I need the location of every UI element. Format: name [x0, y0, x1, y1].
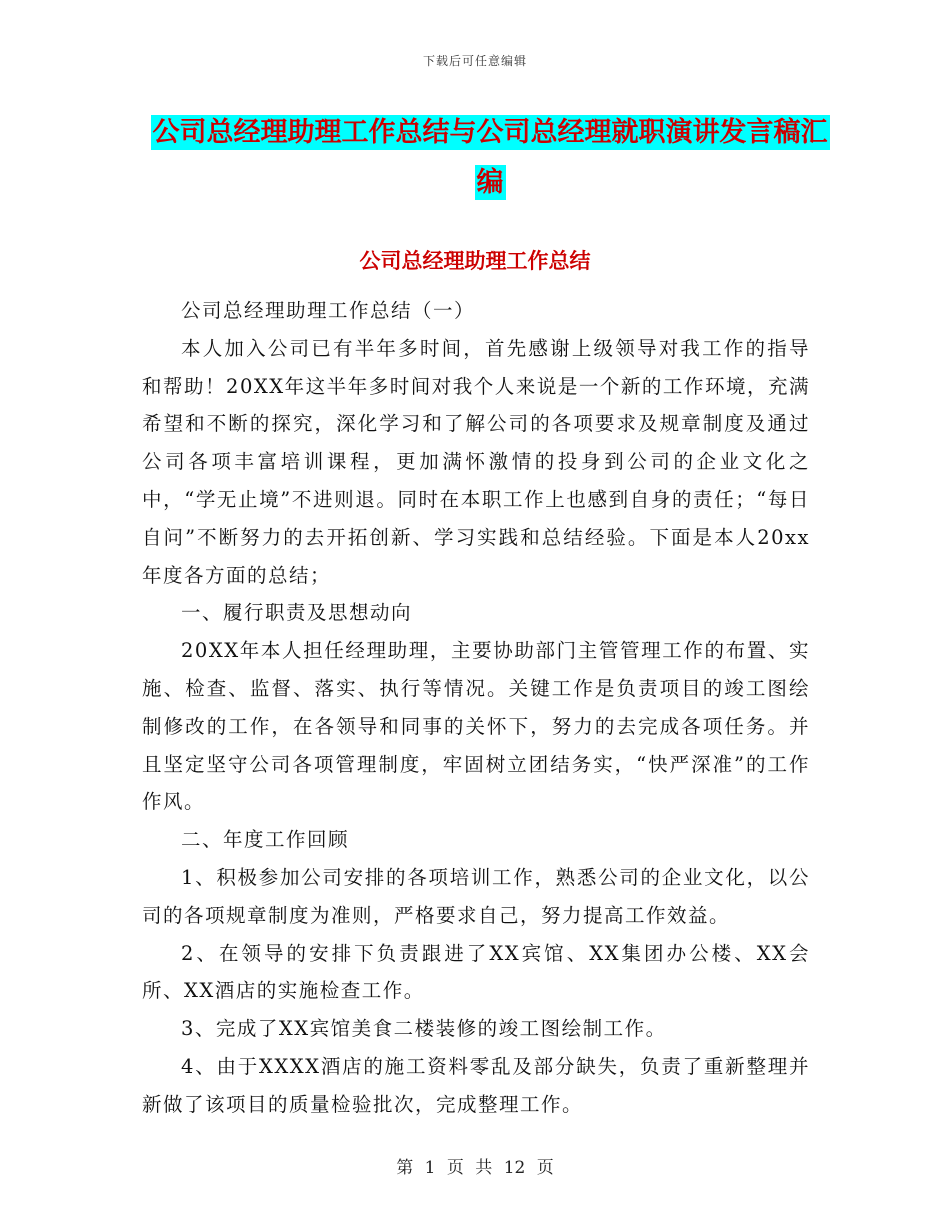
document-title-text: 公司总经理助理工作总结与公司总经理就职演讲发言稿汇编 [152, 117, 828, 198]
header-note: 下载后可任意编辑 [422, 54, 527, 68]
paragraph: 20XX年本人担任经理助理，主要协助部门主管管理工作的布置、实施、检查、监督、落实、执行等情况。关键工作是负责项目的竣工图绘制修改的工作，在各领导和同事的关怀下，努力的去完成各项任务。并且坚定坚守公司各项管理制度，牢固树立团结务实，“快严深准”的工作作风。 [142, 639, 810, 814]
paragraph: 二、年度工作回顾 [181, 828, 350, 852]
section-title: 公司总经理助理工作总结 [359, 249, 591, 273]
paragraph: 一、履行职责及思想动向 [181, 601, 413, 625]
page-number-footer: 第 1 页 共 12 页 [396, 1158, 554, 1178]
document-title [140, 108, 840, 208]
paragraph: 本人加入公司已有半年多时间，首先感谢上级领导对我工作的指导和帮助！20XX年这半年多时间对我个人来说是一个新的工作环境，充满希望和不断的探究，深化学习和了解公司的各项要求及规章制度及通过公司各项丰富培训课程，更加满怀激情的投身到公司的企业文化之中，“学无止境”不进则退。同时在本职工作上也感到自身的责任；“每日自问”不断努力的去开拓创新、学习实践和总结经验。下面是本人20xx年度各方面的总结； [142, 336, 810, 587]
document-body [142, 292, 810, 1124]
paragraph: 1、积极参加公司安排的各项培训工作，熟悉公司的企业文化，以公司的各项规章制度为准则，严格要求自己，努力提高工作效益。 [142, 865, 810, 927]
paragraph: 2、在领导的安排下负责跟进了XX宾馆、XX集团办公楼、XX会所、XX酒店的实施检查工作。 [142, 941, 810, 1003]
paragraph: 公司总经理助理工作总结（一） [181, 299, 476, 322]
paragraph: 4、由于XXXX酒店的施工资料零乱及部分缺失，负责了重新整理并新做了该项目的质量检验批次，完成整理工作。 [142, 1054, 810, 1116]
paragraph: 3、完成了XX宾馆美食二楼装修的竣工图绘制工作。 [181, 1017, 667, 1041]
